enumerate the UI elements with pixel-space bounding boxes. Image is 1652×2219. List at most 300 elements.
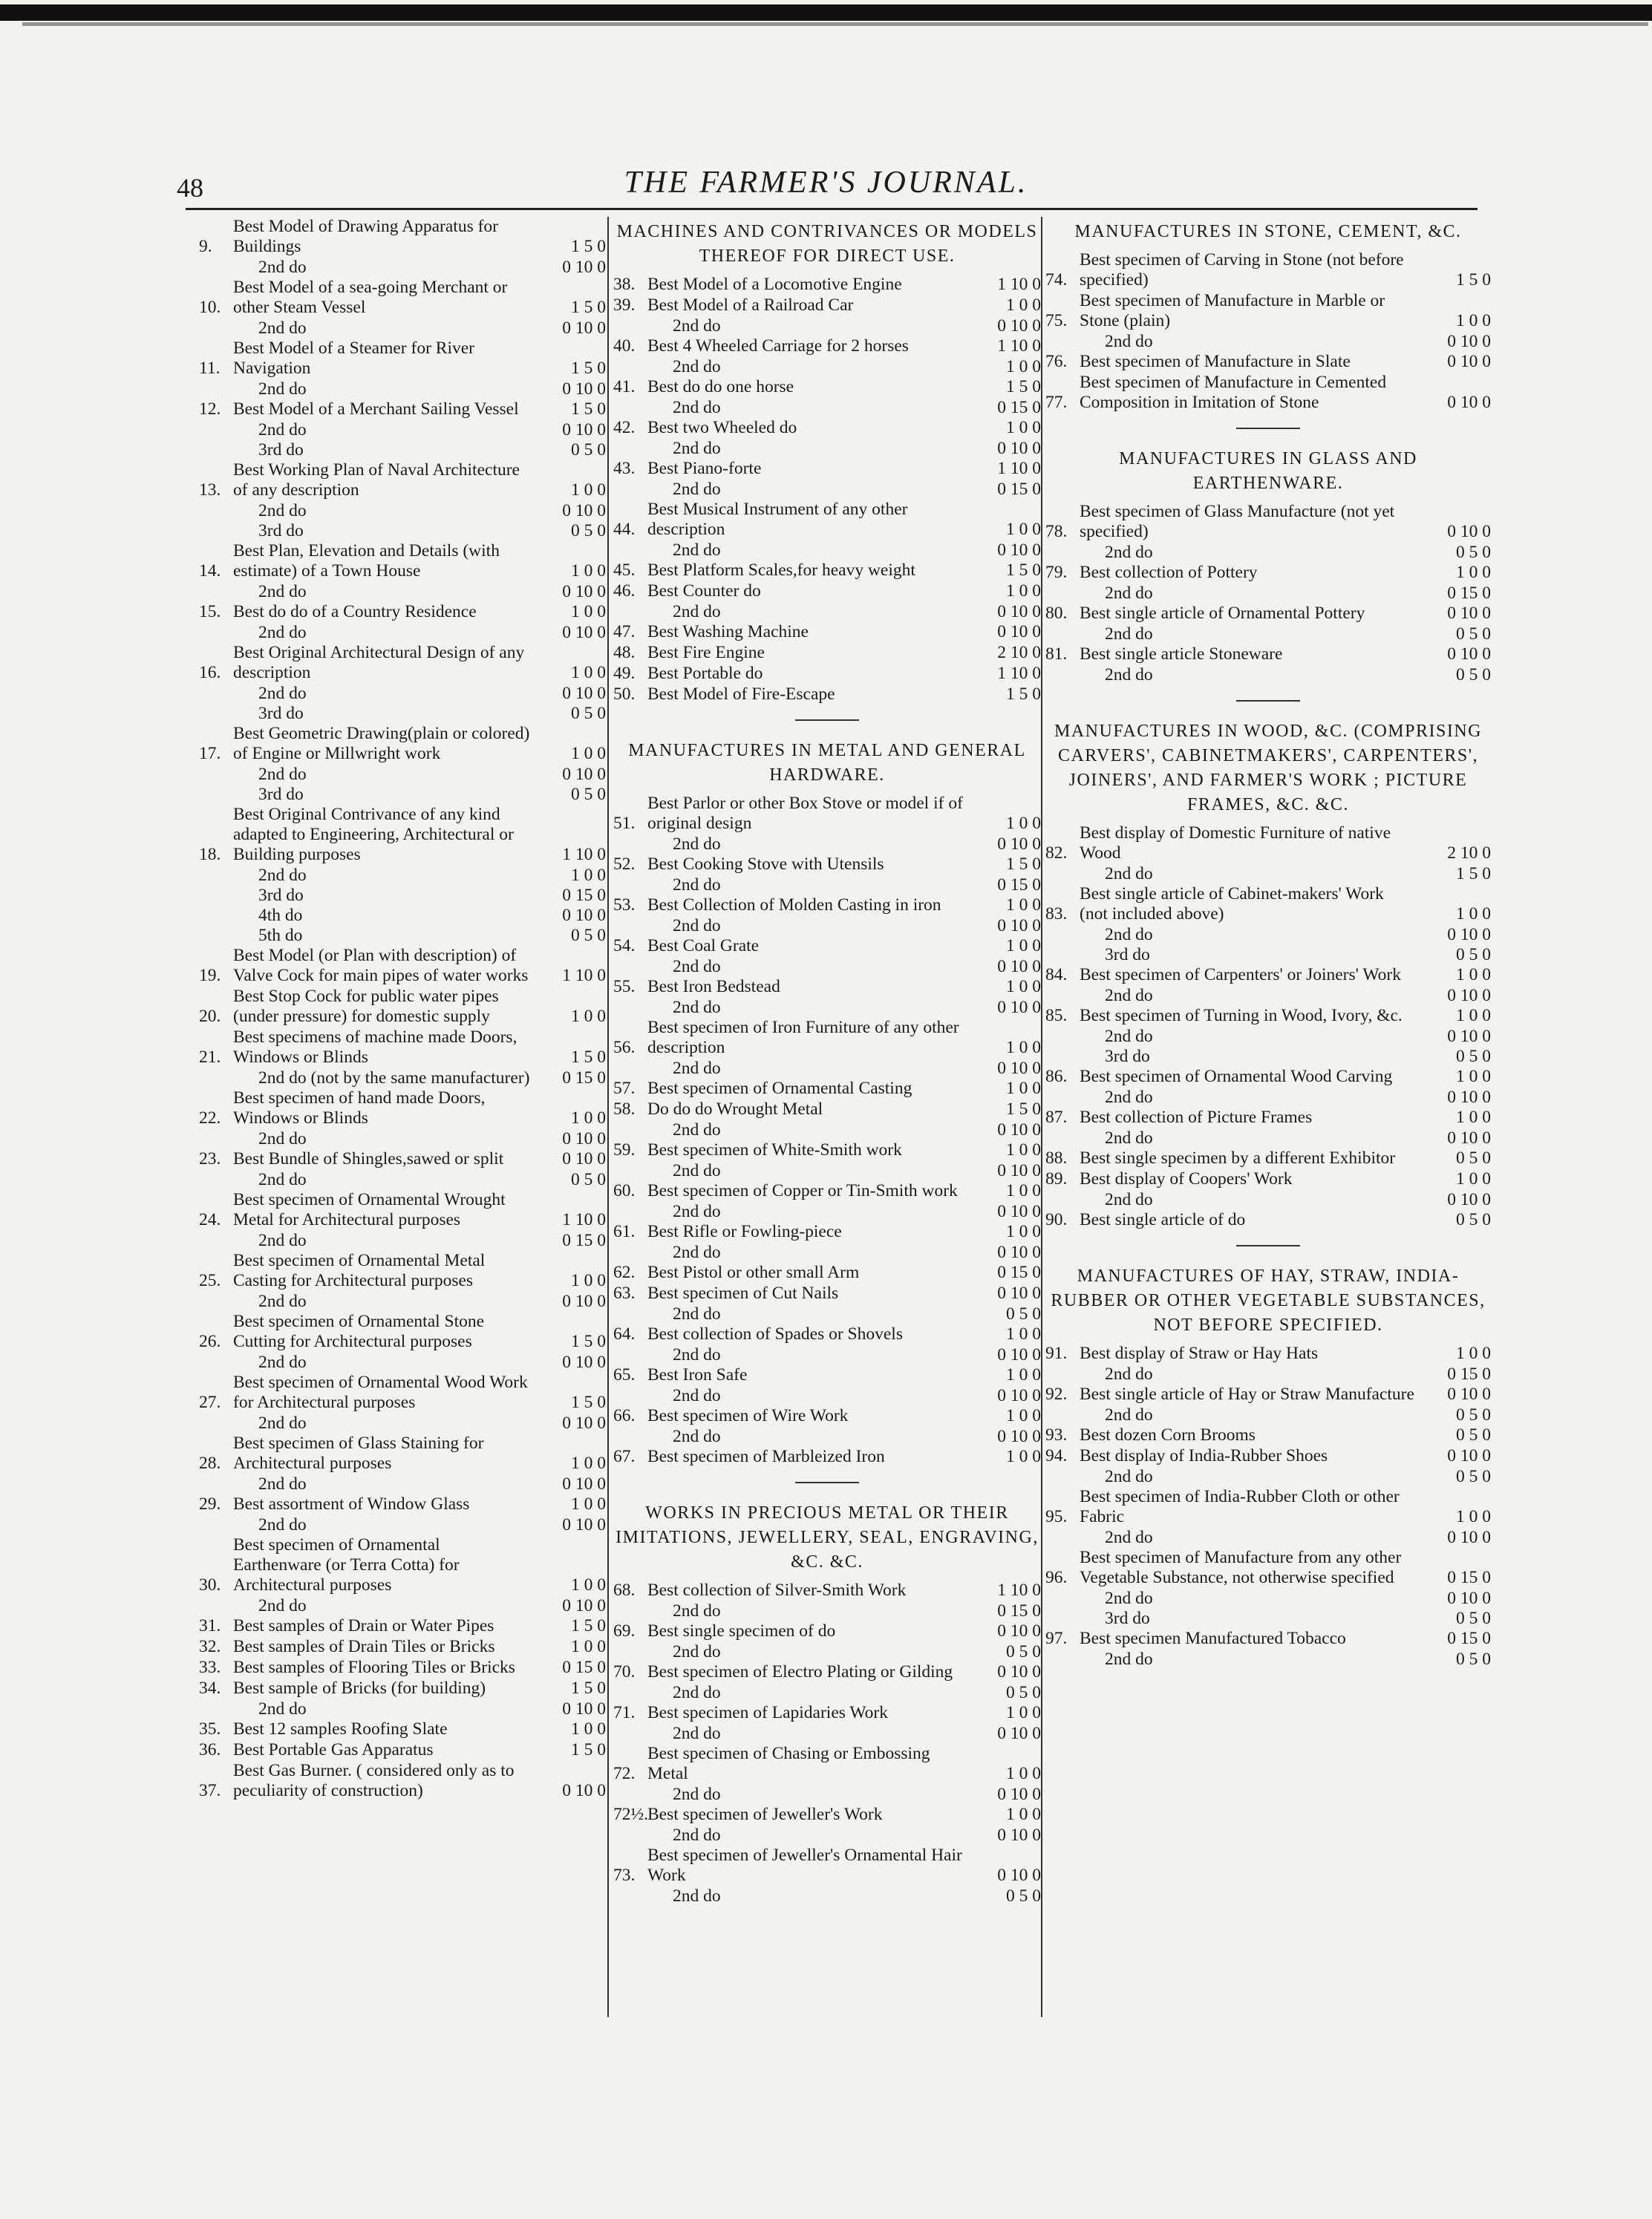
prize-subentry (199, 1068, 606, 1088)
prize-subentry (613, 439, 1041, 459)
entry-number: 24. (199, 1210, 221, 1229)
prize-entry (1045, 1169, 1491, 1189)
entry-amount: 1 0 0 (1006, 1181, 1041, 1200)
entry-number: 82. (1045, 843, 1068, 863)
entry-number: 37. (199, 1781, 221, 1800)
entry-amount: 1 0 0 (1006, 1324, 1041, 1344)
entry-description: Best Fire Engine (647, 643, 765, 662)
entry-amount: 1 10 0 (562, 1210, 606, 1229)
entry-amount: 1 0 0 (571, 1637, 606, 1656)
prize-subentry (613, 998, 1041, 1018)
entry-amount: 1 0 0 (571, 1494, 606, 1514)
entry-description: Best display of India-Rubber Shoes (1080, 1446, 1328, 1465)
entry-amount: 1 5 0 (1006, 561, 1041, 580)
subentry-amount: 0 10 0 (562, 765, 606, 784)
entry-description: Best Collection of Molden Casting in iron (647, 895, 941, 915)
subentry-label: 2nd do (673, 1161, 721, 1180)
prize-entry (613, 1365, 1041, 1385)
subentry-label: 2nd do (673, 398, 721, 417)
prize-subentry (613, 916, 1041, 936)
entry-number: 63. (613, 1284, 636, 1303)
entry-number: 42. (613, 418, 636, 437)
prize-entry (1045, 373, 1491, 413)
entry-description: Best single specimen of do (647, 1621, 836, 1641)
subentry-amount: 0 10 0 (562, 906, 606, 925)
prize-entry (199, 1494, 606, 1514)
prize-entry (1045, 1487, 1491, 1527)
subentry-amount: 0 10 0 (1447, 1128, 1491, 1148)
subentry-amount: 0 10 0 (562, 1129, 606, 1148)
entry-description: Best specimen of Jeweller's Work (647, 1805, 883, 1824)
entry-number: 19. (199, 966, 221, 985)
entry-amount: 0 15 0 (1447, 1629, 1491, 1648)
entry-number: 62. (613, 1263, 636, 1282)
entry-number: 45. (613, 561, 636, 580)
subentry-label: 2nd do (1105, 925, 1153, 944)
prize-entry (613, 1222, 1041, 1242)
entry-description: Best collection of Silver-Smith Work (647, 1581, 907, 1600)
subentry-label: 2nd do (1105, 1405, 1153, 1425)
entry-description: Best specimen of Wire Work (647, 1406, 849, 1425)
entry-description: Best specimen Manufactured Tobacco (1080, 1629, 1346, 1648)
subentry-label: 2nd do (258, 1292, 307, 1311)
subentry-amount: 0 15 0 (997, 480, 1041, 499)
prize-subentry (199, 420, 606, 440)
prize-subentry (199, 1231, 606, 1251)
entry-description: Best collection of Spades or Shovels (647, 1324, 903, 1344)
prize-subentry (613, 357, 1041, 377)
entry-amount: 0 10 0 (562, 1781, 606, 1800)
entry-amount: 1 5 0 (571, 1616, 606, 1635)
entry-description: Do do do Wrought Metal (647, 1099, 823, 1119)
subentry-amount: 0 10 0 (1447, 1088, 1491, 1107)
entry-description: Best specimen of Glass Manufacture (not yet specified) (1080, 502, 1395, 541)
subentry-label: 2nd do (258, 1414, 307, 1433)
entry-number: 91. (1045, 1344, 1068, 1363)
column-divider (607, 217, 609, 2017)
section-rule (795, 719, 859, 721)
subentry-label: 2nd do (673, 316, 721, 336)
entry-number: 41. (613, 377, 636, 396)
subentry-label: 2nd do (673, 1886, 721, 1906)
prize-subentry (613, 1826, 1041, 1846)
entry-amount: 1 5 0 (1006, 854, 1041, 874)
subentry-label: 5th do (258, 926, 303, 945)
entry-amount: 1 0 0 (1456, 1067, 1491, 1086)
prize-entry (613, 1079, 1041, 1099)
prize-entry (1045, 1385, 1491, 1405)
subentry-label: 2nd do (258, 1515, 307, 1535)
entry-description: Best display of Straw or Hay Hats (1080, 1344, 1319, 1363)
entry-description: Best Working Plan of Naval Architecture of any description (233, 460, 520, 500)
subentry-label: 2nd do (258, 1699, 307, 1719)
prize-subentry (613, 1642, 1041, 1662)
entry-number: 32. (199, 1637, 221, 1656)
prize-subentry (613, 1059, 1041, 1079)
entry-number: 26. (199, 1332, 221, 1351)
entry-amount: 0 15 0 (1447, 1568, 1491, 1587)
prize-entry (1045, 604, 1491, 624)
entry-amount: 1 10 0 (997, 1581, 1041, 1600)
prize-entry (199, 1312, 606, 1352)
entry-amount: 1 0 0 (571, 1108, 606, 1128)
entry-description: Best display of Domestic Furniture of native Wood (1080, 823, 1391, 863)
prize-entry (1045, 1425, 1491, 1445)
entry-number: 73. (613, 1866, 636, 1885)
subentry-amount: 0 10 0 (562, 1414, 606, 1433)
entry-number: 49. (613, 664, 636, 683)
entry-description: Best dozen Corn Brooms (1080, 1425, 1256, 1445)
entry-number: 12. (199, 399, 221, 419)
subentry-amount: 0 10 0 (1447, 925, 1491, 944)
entry-number: 92. (1045, 1385, 1068, 1404)
prize-entry (1045, 352, 1491, 372)
prize-subentry (1045, 543, 1491, 563)
entry-description: Best single article Stoneware (1080, 644, 1283, 664)
entry-description: Best do do of a Country Residence (233, 602, 477, 621)
prize-subentry (1045, 945, 1491, 965)
subentry-amount: 0 5 0 (1006, 1642, 1041, 1661)
entry-description: Best Stop Cock for public water pipes (under pressure) for domestic supply (233, 987, 499, 1026)
subentry-amount: 0 5 0 (1456, 1405, 1491, 1425)
entry-number: 96. (1045, 1568, 1068, 1587)
subentry-amount: 0 15 0 (562, 1068, 606, 1088)
entry-number: 43. (613, 459, 636, 478)
entry-number: 51. (613, 814, 636, 833)
subentry-label: 2nd do (1105, 1365, 1153, 1384)
entry-number: 80. (1045, 604, 1068, 623)
prize-entry (613, 500, 1041, 540)
prize-entry (613, 459, 1041, 479)
entry-amount: 0 10 0 (562, 1149, 606, 1169)
subentry-amount: 0 5 0 (571, 1170, 606, 1189)
entry-description: Best specimen of Manufacture in Marble or Stone (plain) (1080, 291, 1385, 330)
subentry-label: 2nd do (673, 1683, 721, 1702)
subentry-label: 2nd do (673, 1427, 721, 1446)
entry-description: Best collection of Pottery (1080, 563, 1258, 582)
entry-number: 64. (613, 1324, 636, 1344)
entry-amount: 0 15 0 (997, 1263, 1041, 1282)
prize-entry (1045, 250, 1491, 290)
entry-number: 74. (1045, 270, 1068, 290)
entry-description: Best specimen of Carving in Stone (not before specified) (1080, 250, 1404, 290)
section-heading: MANUFACTURES IN WOOD, &C. (COMPRISING CARVERS', CABINETMAKERS', CARPENTERS', JOINERS', AND FARMER'S WORK ; PICTURE FRAMES, &C. &C. (1054, 722, 1482, 814)
entry-amount: 2 10 0 (997, 643, 1041, 662)
entry-description: Best Model of a Steamer for River Navigation (233, 339, 474, 378)
subentry-amount: 0 10 0 (562, 1515, 606, 1535)
subentry-label: 2nd do (258, 501, 307, 520)
entry-amount: 1 0 0 (1456, 965, 1491, 984)
top-border-shadow (22, 22, 1648, 26)
subentry-amount: 0 5 0 (571, 926, 606, 945)
subentry-amount: 0 10 0 (562, 1474, 606, 1494)
prize-entry (199, 278, 606, 318)
entry-description: Best 12 samples Roofing Slate (233, 1719, 448, 1739)
subentry-amount: 0 10 0 (562, 582, 606, 601)
prize-subentry (199, 521, 606, 541)
prize-entry (613, 936, 1041, 956)
column-3 (1045, 217, 1491, 2102)
prize-subentry (199, 440, 606, 460)
subentry-label: 2nd do (673, 1304, 721, 1324)
page-number: 48 (177, 173, 203, 203)
entry-amount: 1 0 0 (1006, 418, 1041, 437)
section-rule (795, 1482, 859, 1483)
entry-description: Best specimen of hand made Doors, Windows or Blinds (233, 1088, 486, 1128)
prize-entry (613, 794, 1041, 834)
entry-number: 61. (613, 1222, 636, 1241)
entry-description: Best specimen of Ornamental Metal Casting for Architectural purposes (233, 1251, 486, 1290)
journal-title: THE FARMER'S JOURNAL. (624, 166, 1028, 200)
prize-entry (199, 339, 606, 379)
entry-description: Best Piano-forte (647, 459, 762, 478)
prize-entry (1045, 1210, 1491, 1230)
subentry-label: 2nd do (1105, 864, 1153, 883)
prize-subentry (199, 785, 606, 805)
prize-entry (199, 460, 606, 500)
prize-subentry (199, 926, 606, 946)
prize-subentry (199, 1596, 606, 1616)
prize-entry (613, 1140, 1041, 1160)
entry-number: 23. (199, 1149, 221, 1169)
prize-subentry (613, 1427, 1041, 1447)
entry-number: 57. (613, 1079, 636, 1098)
subentry-label: 2nd do (673, 1642, 721, 1661)
subentry-amount: 0 10 0 (997, 1345, 1041, 1365)
prize-entry (1045, 644, 1491, 664)
subentry-amount: 0 5 0 (1006, 1304, 1041, 1324)
subentry-amount: 0 10 0 (997, 602, 1041, 621)
entry-description: Best specimen of Ornamental Wood Work for Architectural purposes (233, 1373, 528, 1412)
subentry-amount: 0 15 0 (997, 1601, 1041, 1621)
subentry-amount: 0 10 0 (562, 1292, 606, 1311)
entry-amount: 1 0 0 (1006, 1038, 1041, 1057)
subentry-amount: 1 0 0 (571, 866, 606, 885)
prize-entry (1045, 1344, 1491, 1364)
prize-subentry (199, 866, 606, 886)
entry-description: Best specimen of Glass Staining for Architectural purposes (233, 1434, 484, 1473)
prize-subentry (613, 1345, 1041, 1365)
entry-amount: 1 10 0 (562, 966, 606, 985)
entry-description: Best specimen of White-Smith work (647, 1140, 902, 1160)
entry-number: 95. (1045, 1507, 1068, 1526)
entry-number: 90. (1045, 1210, 1068, 1229)
subentry-amount: 0 15 0 (997, 398, 1041, 417)
prize-subentry (199, 765, 606, 785)
entry-number: 15. (199, 602, 221, 621)
prize-entry (613, 1018, 1041, 1058)
entry-amount: 1 0 0 (1006, 1764, 1041, 1783)
entry-description: Best two Wheeled do (647, 418, 797, 437)
prize-entry (199, 1149, 606, 1169)
prize-entry (199, 1761, 606, 1801)
subentry-amount: 0 10 0 (562, 1699, 606, 1719)
prize-subentry (613, 1785, 1041, 1805)
entry-number: 30. (199, 1575, 221, 1595)
prize-subentry (613, 398, 1041, 418)
entry-description: Best Model of a Merchant Sailing Vessel (233, 399, 519, 419)
subentry-label: 2nd do (673, 1826, 721, 1845)
entry-number: 94. (1045, 1446, 1068, 1465)
entry-amount: 1 0 0 (1006, 977, 1041, 996)
entry-amount: 1 5 0 (1456, 270, 1491, 290)
subentry-label: 2nd do (1105, 1650, 1153, 1669)
entry-amount: 0 5 0 (1456, 1148, 1491, 1168)
entry-number: 17. (199, 744, 221, 763)
subentry-label: 3rd do (258, 785, 304, 804)
entry-description: Best Pistol or other small Arm (647, 1263, 860, 1282)
prize-entry (1045, 1067, 1491, 1087)
entry-number: 48. (613, 643, 636, 662)
prize-entry (1045, 291, 1491, 331)
entry-description: Best samples of Drain or Water Pipes (233, 1616, 494, 1635)
entry-amount: 1 0 0 (1006, 1447, 1041, 1466)
subentry-label: 4th do (258, 906, 303, 925)
subentry-amount: 0 10 0 (997, 316, 1041, 336)
entry-number: 89. (1045, 1169, 1068, 1189)
subentry-label: 2nd do (673, 1243, 721, 1262)
prize-entry (613, 977, 1041, 997)
prize-entry (613, 664, 1041, 684)
prize-entry (613, 1181, 1041, 1201)
entry-amount: 0 15 0 (562, 1658, 606, 1677)
subentry-label: 2nd do (673, 834, 721, 854)
entry-number: 72½. (613, 1805, 648, 1824)
entry-number: 18. (199, 845, 221, 864)
entry-number: 54. (613, 936, 636, 955)
prize-entry (199, 602, 606, 622)
entry-description: Best Model of Fire-Escape (647, 684, 835, 704)
prize-subentry (199, 1474, 606, 1494)
prize-subentry (199, 886, 606, 906)
entry-amount: 1 5 0 (571, 1332, 606, 1351)
entry-amount: 1 0 0 (1456, 1344, 1491, 1363)
prize-entry (613, 643, 1041, 663)
subentry-label: 2nd do (258, 684, 307, 703)
entry-amount: 1 0 0 (571, 561, 606, 581)
section-rule (1236, 1245, 1300, 1246)
entry-number: 76. (1045, 352, 1068, 371)
entry-amount: 1 0 0 (1006, 814, 1041, 833)
entry-amount: 0 10 0 (997, 1621, 1041, 1641)
entry-amount: 1 10 0 (997, 336, 1041, 356)
entry-description: Best specimen of Ornamental Wrought Metal for Architectural purposes (233, 1190, 506, 1229)
entry-amount: 0 5 0 (1456, 1425, 1491, 1445)
subentry-amount: 0 10 0 (562, 1353, 606, 1372)
entry-description: Best Model of a Locomotive Engine (647, 275, 902, 294)
subentry-amount: 0 15 0 (562, 886, 606, 905)
entry-number: 66. (613, 1406, 636, 1425)
subentry-label: 2nd do (258, 1170, 307, 1189)
subentry-amount: 0 5 0 (1456, 543, 1491, 562)
entry-amount: 0 10 0 (997, 1866, 1041, 1885)
subentry-amount: 0 10 0 (997, 1059, 1041, 1078)
entry-number: 93. (1045, 1425, 1068, 1445)
prize-entry (613, 295, 1041, 316)
prize-entry (199, 1740, 606, 1760)
subentry-label: 2nd do (1105, 1467, 1153, 1486)
subentry-amount: 0 10 0 (1447, 1190, 1491, 1209)
subentry-amount: 0 10 0 (997, 957, 1041, 976)
subentry-label: 2nd do (258, 582, 307, 601)
subentry-amount: 0 5 0 (1456, 1609, 1491, 1628)
subentry-label: 2nd do (673, 1724, 721, 1743)
prize-entry (199, 987, 606, 1027)
subentry-label: 2nd do (1105, 543, 1153, 562)
entry-amount: 1 0 0 (1006, 1222, 1041, 1241)
entry-number: 31. (199, 1616, 221, 1635)
subentry-label: 2nd do (1105, 1528, 1153, 1547)
entry-amount: 0 10 0 (997, 1662, 1041, 1682)
subentry-amount: 0 15 0 (1447, 1365, 1491, 1384)
entry-description: Best assortment of Window Glass (233, 1494, 470, 1514)
subentry-amount: 0 10 0 (562, 420, 606, 439)
entry-amount: 1 5 0 (571, 1393, 606, 1412)
subentry-label: 2nd do (1105, 986, 1153, 1005)
prize-subentry (613, 1304, 1041, 1324)
entry-number: 10. (199, 298, 221, 317)
prize-subentry (199, 1414, 606, 1434)
entry-amount: 1 0 0 (571, 1575, 606, 1595)
prize-subentry (613, 1202, 1041, 1222)
subentry-label: 2nd do (673, 916, 721, 935)
entry-description: Best single article of Hay or Straw Manufacture (1080, 1385, 1414, 1404)
entry-number: 39. (613, 295, 636, 315)
subentry-amount: 0 15 0 (997, 875, 1041, 895)
subentry-amount: 0 10 0 (1447, 332, 1491, 351)
entry-description: Best specimen of Turning in Wood, Ivory, &c. (1080, 1006, 1403, 1025)
entry-number: 16. (199, 663, 221, 682)
subentry-amount: 1 5 0 (1456, 864, 1491, 883)
entry-amount: 1 0 0 (1006, 895, 1041, 915)
entry-number: 81. (1045, 644, 1068, 664)
prize-subentry (613, 1683, 1041, 1703)
prize-entry (613, 1324, 1041, 1344)
entry-number: 52. (613, 854, 636, 874)
subentry-label: 2nd do (258, 765, 307, 784)
subentry-amount: 0 10 0 (562, 684, 606, 703)
subentry-label: 2nd do (1105, 624, 1153, 644)
prize-entry (199, 1679, 606, 1699)
subentry-label: 2nd do (673, 1785, 721, 1804)
entry-number: 14. (199, 561, 221, 581)
entry-number: 75. (1045, 311, 1068, 330)
entry-amount: 1 0 0 (1006, 520, 1041, 539)
prize-entry (199, 805, 606, 865)
entry-amount: 1 0 0 (571, 1271, 606, 1290)
entry-amount: 1 5 0 (571, 1679, 606, 1698)
subentry-amount: 0 10 0 (562, 623, 606, 642)
prize-entry (613, 1263, 1041, 1283)
prize-entry (199, 643, 606, 683)
entry-description: Best specimen of Carpenters' or Joiners' Work (1080, 965, 1401, 984)
subentry-label: 2nd do (673, 875, 721, 895)
prize-subentry (1045, 1365, 1491, 1385)
entry-number: 72. (613, 1764, 636, 1783)
subentry-amount: 0 5 0 (1006, 1683, 1041, 1702)
prize-subentry (199, 1292, 606, 1312)
prize-entry (613, 1846, 1041, 1886)
prize-subentry (1045, 332, 1491, 352)
entry-number: 97. (1045, 1629, 1068, 1648)
subentry-amount: 0 10 0 (997, 998, 1041, 1017)
prize-entry (1045, 823, 1491, 863)
subentry-amount: 0 10 0 (997, 1724, 1041, 1743)
entry-number: 21. (199, 1048, 221, 1067)
subentry-label: 2nd do (1105, 1190, 1153, 1209)
entry-number: 35. (199, 1719, 221, 1739)
subentry-label: 3rd do (258, 440, 304, 460)
